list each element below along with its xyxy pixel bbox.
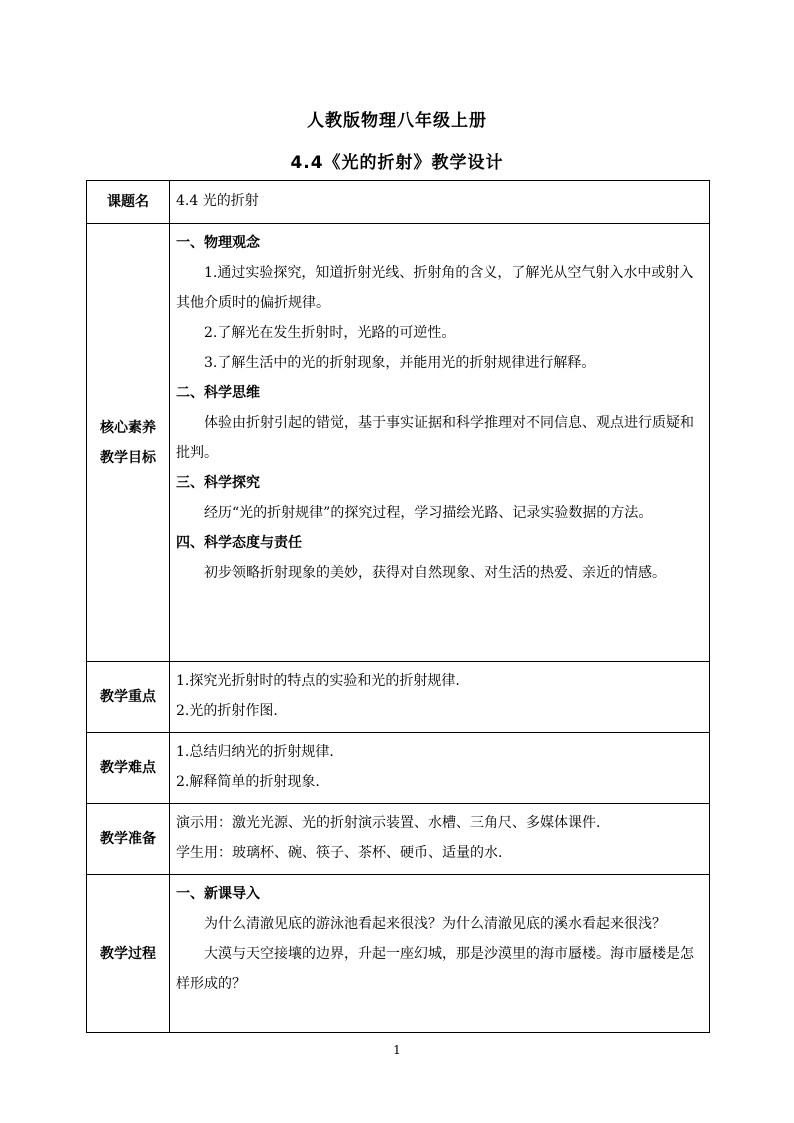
row-topic xyxy=(87,181,710,224)
difficulty-2: 2.解释简单的折射现象. xyxy=(176,774,320,790)
label-difficulties: 教学难点 xyxy=(87,733,170,804)
label-topic: 课题名 xyxy=(87,181,170,224)
lesson-title: 4.4《光的折射》教学设计 xyxy=(290,153,504,173)
label-preparation: 教学准备 xyxy=(87,804,170,875)
value-topic: 4.4 光的折射 xyxy=(170,181,710,224)
row-difficulties xyxy=(87,733,710,804)
difficulty-1: 1.总结归纳光的折射规律. xyxy=(176,744,334,760)
goal-section-3-title: 三、科学探究 xyxy=(176,475,260,491)
row-preparation xyxy=(87,804,710,875)
preparation-student: 学生用：玻璃杯、碗、筷子、茶杯、硬币、适量的水. xyxy=(176,845,503,861)
goal-1-item-2: 2.了解光在发生折射时，光路的可逆性。 xyxy=(204,325,456,341)
process-text-1: 为什么清澈见底的游泳池看起来很浅？为什么清澈见底的溪水看起来很浅？ xyxy=(204,916,666,932)
goal-section-2-title: 二、科学思维 xyxy=(176,385,260,401)
key-point-2: 2.光的折射作图. xyxy=(176,703,278,719)
preparation-demo: 演示用：激光光源、光的折射演示装置、水槽、三角尺、多媒体课件. xyxy=(176,815,601,831)
goal-2-text: 体验由折射引起的错觉，基于事实证据和科学推理对不同信息、观点进行质疑和批判。 xyxy=(176,415,694,461)
goal-3-text: 经历“光的折射规律”的探究过程，学习描绘光路、记录实验数据的方法。 xyxy=(204,505,653,521)
preparation-content xyxy=(170,804,710,875)
document-title: 人教版物理八年级上册 xyxy=(307,111,487,131)
goal-1-item-1: 1.通过实验探究，知道折射光线、折射角的含义，了解光从空气射入水中或射入其他介质时的偏折规律。 xyxy=(176,265,694,311)
label-goals xyxy=(87,224,170,662)
row-goals xyxy=(87,224,710,662)
key-points-content xyxy=(170,662,710,733)
lesson-plan-table xyxy=(86,180,710,1033)
key-point-1: 1.探究光折射时的特点的实验和光的折射规律. xyxy=(176,673,460,689)
difficulties-content xyxy=(170,733,710,804)
label-goals-line2: 教学目标 xyxy=(100,449,156,466)
goal-4-text: 初步领略折射现象的美妙，获得对自然现象、对生活的热爱、亲近的情感。 xyxy=(204,565,666,581)
goal-1-item-3: 3.了解生活中的光的折射现象，并能用光的折射规律进行解释。 xyxy=(204,355,596,371)
row-process xyxy=(87,875,710,1033)
page-number: 1 xyxy=(393,1043,401,1057)
process-content xyxy=(170,875,710,1033)
goals-content xyxy=(170,224,710,662)
goal-section-1-title: 一、物理观念 xyxy=(176,235,260,251)
label-goals-line1: 核心素养 xyxy=(100,419,156,436)
process-section-1-title: 一、新课导入 xyxy=(176,886,260,902)
process-text-2: 大漠与天空接壤的边界，升起一座幻城，那是沙漠里的海市蜃楼。海市蜃楼是怎样形成的？ xyxy=(176,946,694,992)
goal-section-4-title: 四、科学态度与责任 xyxy=(176,535,302,551)
label-process: 教学过程 xyxy=(87,875,170,1033)
row-key-points xyxy=(87,662,710,733)
label-key-points: 教学重点 xyxy=(87,662,170,733)
